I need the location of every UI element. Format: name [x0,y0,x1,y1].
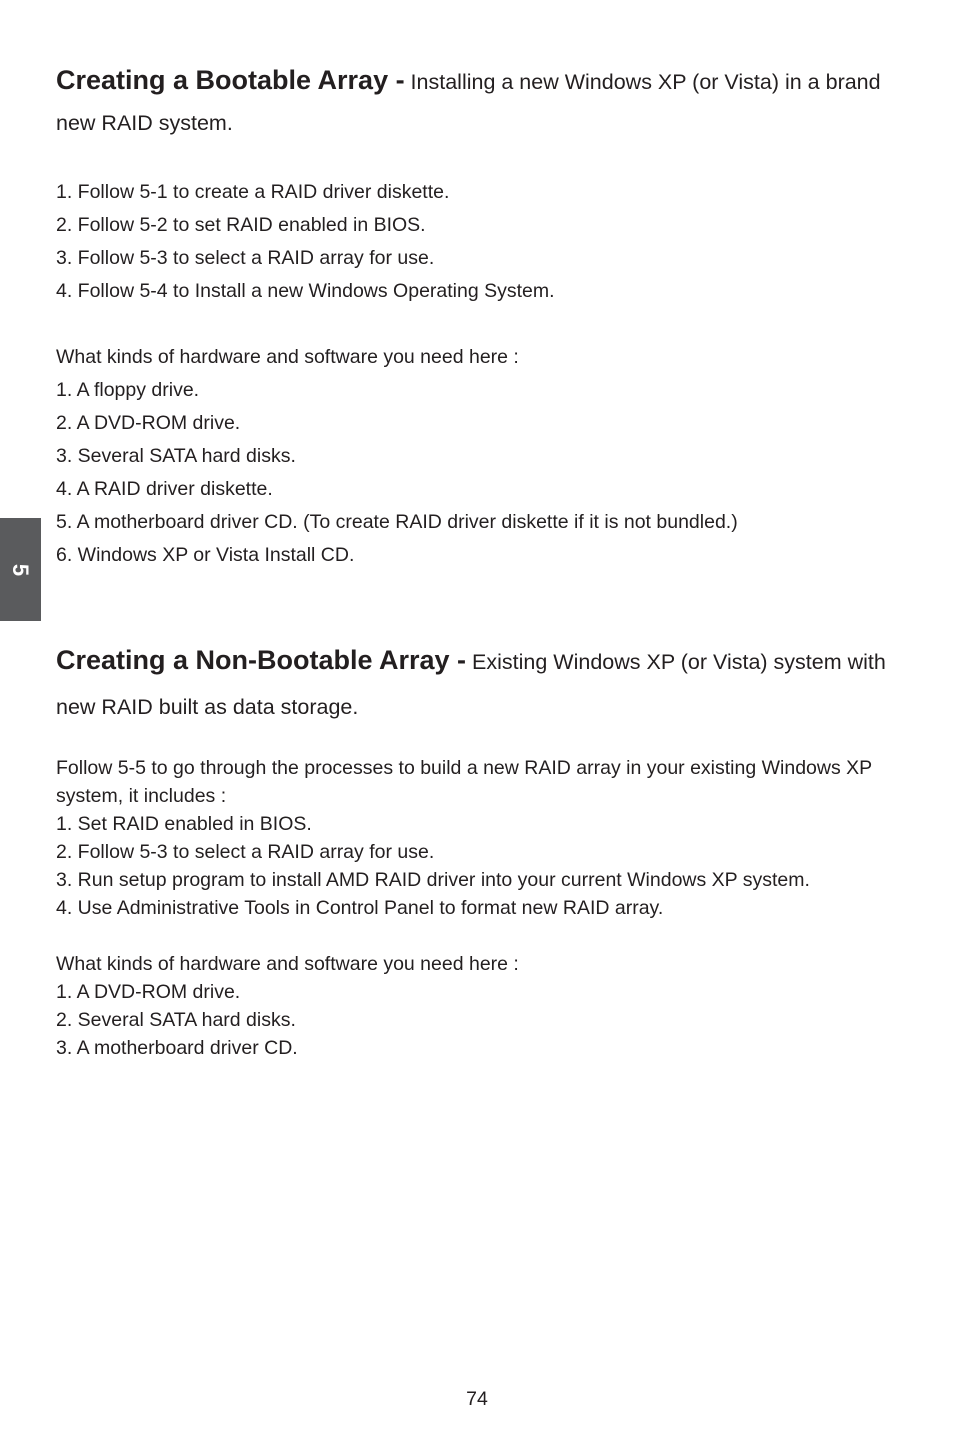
bootable-array-title: Creating a Bootable Array - [56,65,405,95]
list-item: 6. Windows XP or Vista Install CD. [56,544,355,566]
non-bootable-array-heading [56,638,896,730]
list-item: 3. Run setup program to install AMD RAID driver into your current Windows XP system. [56,869,810,891]
list-item: 3. A motherboard driver CD. [56,1037,298,1059]
list-item: 1. Follow 5-1 to create a RAID driver diskette. [56,181,450,203]
bootable-requirements-intro: What kinds of hardware and software you need here : [56,346,519,368]
list-item: 3. Follow 5-3 to select a RAID array for use. [56,247,435,269]
bootable-requirements-list [56,374,896,572]
list-item: 5. A motherboard driver CD. (To create RAID driver diskette if it is not bundled.) [56,511,738,533]
non-bootable-requirements-list [56,978,896,1062]
non-bootable-array-title: Creating a Non-Bootable Array - [56,645,467,675]
non-bootable-steps-list [56,810,896,922]
bootable-array-heading [56,60,896,144]
list-item: 1. A DVD-ROM drive. [56,981,241,1003]
list-item: 2. Follow 5-3 to select a RAID array for use. [56,841,435,863]
bootable-steps-list [56,176,896,308]
non-bootable-requirements-intro: What kinds of hardware and software you need here : [56,953,519,975]
non-bootable-array-section [56,638,896,1062]
non-bootable-intro: Follow 5-5 to go through the processes to build a new RAID array in your existing Windows XP system, it includes : [56,757,872,807]
chapter-tab [0,518,41,621]
list-item: 2. Several SATA hard disks. [56,1009,296,1031]
list-item: 1. A floppy drive. [56,379,200,401]
list-item: 2. A DVD-ROM drive. [56,412,241,434]
bootable-array-subtitle: Installing a new Windows XP (or Vista) in a brand new RAID system. [56,70,881,135]
list-item: 4. Follow 5-4 to Install a new Windows Operating System. [56,280,555,302]
page-number: 74 [466,1388,488,1410]
list-item: 4. Use Administrative Tools in Control Panel to format new RAID array. [56,897,664,919]
chapter-tab-number: 5 [8,563,34,576]
bootable-array-section [56,60,896,572]
list-item: 4. A RAID driver diskette. [56,478,273,500]
non-bootable-array-subtitle: Existing Windows XP (or Vista) system with new RAID built as data storage. [56,650,886,719]
list-item: 1. Set RAID enabled in BIOS. [56,813,312,835]
list-item: 3. Several SATA hard disks. [56,445,296,467]
list-item: 2. Follow 5-2 to set RAID enabled in BIOS. [56,214,426,236]
